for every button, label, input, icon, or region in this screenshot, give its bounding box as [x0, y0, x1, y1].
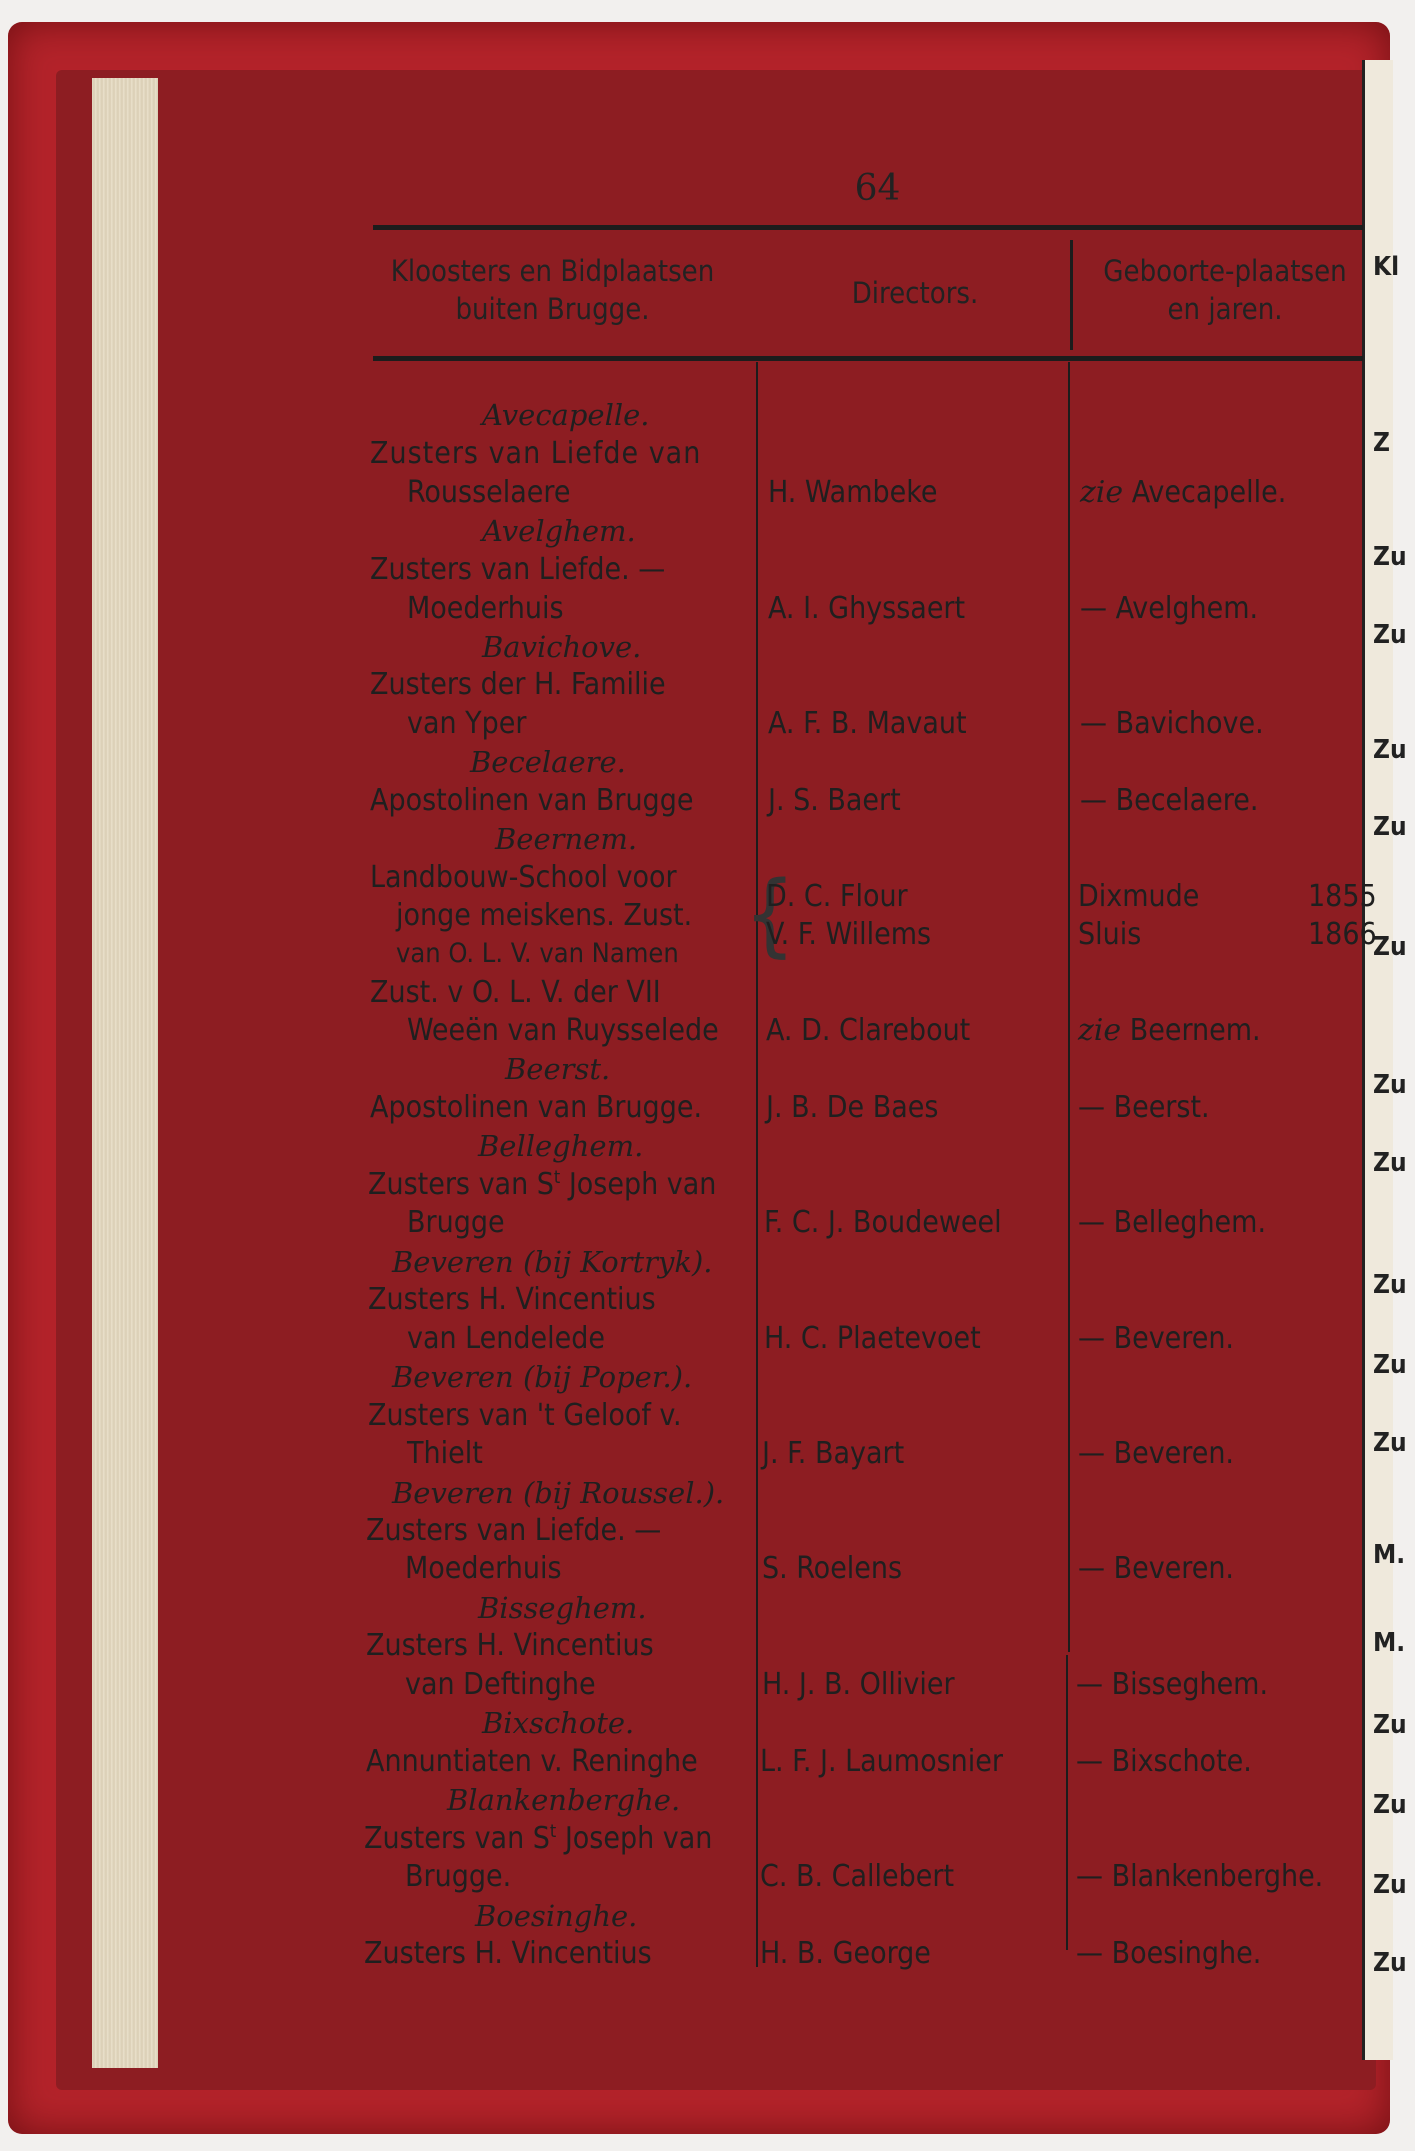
- header-col3-line2: en jaren.: [1167, 292, 1283, 326]
- next-page-text: Z: [1373, 428, 1390, 458]
- entry-line: Zusters van Liefde. —: [370, 552, 666, 587]
- birthplace: — Bixschote.: [1076, 1744, 1252, 1779]
- column-divider-left: [756, 362, 758, 1967]
- birthplace: — Bisseghem.: [1076, 1667, 1269, 1702]
- zie-label: zie: [1080, 475, 1124, 510]
- header-col3-line1: Geboorte-plaatsen: [1103, 254, 1347, 288]
- next-page-text: Zu: [1373, 1790, 1407, 1820]
- entry-line: Zusters van Liefde van: [370, 436, 702, 471]
- director: A. D. Clarebout: [766, 1013, 971, 1048]
- director: S. Roelens: [762, 1551, 903, 1586]
- place-heading: Blankenberghe.: [447, 1783, 681, 1817]
- director: V. F. Willems: [766, 917, 932, 952]
- director: A. I. Ghyssaert: [768, 591, 966, 626]
- entry-line: Apostolinen van Brugge.: [370, 1090, 703, 1125]
- director: C. B. Callebert: [760, 1859, 955, 1894]
- header-col1-line2: buiten Brugge.: [455, 292, 650, 326]
- next-page-text: Zu: [1373, 620, 1407, 650]
- header-col3: [1075, 252, 1375, 328]
- birthplace: — Beveren.: [1078, 1551, 1234, 1586]
- next-page-text: Zu: [1373, 1710, 1407, 1740]
- entry-line: Rousselaere: [407, 475, 571, 510]
- next-page-text: Kl: [1373, 252, 1400, 282]
- birthplace: — Beveren.: [1078, 1321, 1234, 1356]
- entry-line: Zusters van 't Geloof v.: [368, 1398, 682, 1433]
- entry-line: jonge meiskens. Zust.: [396, 898, 693, 933]
- place-heading: Beveren (bij Poper.).: [392, 1360, 693, 1394]
- director: H. C. Plaetevoet: [764, 1321, 981, 1356]
- place-heading: Beernem.: [495, 822, 638, 856]
- birthplace: — Beveren.: [1078, 1436, 1234, 1471]
- place-heading: Boesinghe.: [475, 1899, 638, 1933]
- entry-line: Thielt: [407, 1436, 483, 1471]
- director: J. F. Bayart: [762, 1436, 905, 1471]
- header-rule: [373, 356, 1363, 361]
- next-page-text: Zu: [1373, 1428, 1407, 1458]
- place-heading: Avecapelle.: [482, 398, 650, 432]
- entry-line: Zusters van Liefde. —: [366, 1513, 662, 1548]
- place-heading: Beveren (bij Kortryk).: [392, 1245, 713, 1279]
- birthplace: Dixmude: [1078, 879, 1200, 914]
- entry-line: van Yper: [407, 706, 527, 741]
- place-heading: Becelaere.: [470, 745, 626, 779]
- entry-line: Landbouw-School voor: [370, 860, 677, 895]
- place-heading: Bavichove.: [482, 630, 642, 664]
- birthplace-name: Beernem.: [1129, 1013, 1261, 1048]
- birthplace: — Beerst.: [1078, 1090, 1210, 1125]
- place-heading: Bixschote.: [482, 1706, 635, 1740]
- entry-line: Moederhuis: [405, 1551, 562, 1586]
- birthplace: — Bavichove.: [1080, 706, 1264, 741]
- director: F. C. J. Boudeweel: [764, 1205, 1002, 1240]
- birthplace: — Boesinghe.: [1076, 1936, 1262, 1971]
- entry-line: Brugge: [407, 1205, 505, 1240]
- birthplace: [1080, 474, 1286, 512]
- header-col1: [360, 252, 745, 328]
- entry-line: van Lendelede: [407, 1321, 606, 1356]
- birth-year: 1866: [1308, 917, 1377, 952]
- director: H. J. B. Ollivier: [762, 1667, 955, 1702]
- director: L. F. J. Laumosnier: [760, 1744, 1003, 1779]
- next-page-text: Zu: [1373, 812, 1407, 842]
- birthplace: [1078, 1012, 1261, 1050]
- header-col1-line1: Kloosters en Bidplaatsen: [390, 254, 715, 288]
- page-number: 64: [854, 168, 901, 209]
- entry-line: Zusters H. Vincentius: [368, 1282, 656, 1317]
- birthplace-name: Avecapelle.: [1131, 475, 1287, 510]
- zie-label: zie: [1078, 1013, 1122, 1048]
- birthplace: — Belleghem.: [1078, 1205, 1267, 1240]
- place-heading: Beerst.: [505, 1052, 611, 1086]
- director: A. F. B. Mavaut: [768, 706, 967, 741]
- next-page-text: Zu: [1373, 1870, 1407, 1900]
- next-page-text: M.: [1373, 1628, 1406, 1658]
- next-page-text: Zu: [1373, 735, 1407, 765]
- entry-line: van O. L. V. van Namen: [396, 938, 679, 969]
- next-page-text: M.: [1373, 1540, 1406, 1570]
- next-page-text: Zu: [1373, 1070, 1407, 1100]
- column-divider-right: [1066, 1655, 1068, 1950]
- director: D. C. Flour: [766, 879, 908, 914]
- place-heading: Avelghem.: [482, 514, 636, 548]
- entry-line: Annuntiaten v. Reninghe: [366, 1744, 698, 1779]
- brace: {: [744, 862, 796, 967]
- birthplace: — Becelaere.: [1080, 783, 1259, 818]
- entry-line: Zust. v O. L. V. der VII: [370, 975, 661, 1010]
- entry-line: Zusters van $S^t$ Joseph van: [368, 1167, 717, 1202]
- next-page-text: Zu: [1373, 1270, 1407, 1300]
- entry-line: Zusters H. Vincentius: [364, 1936, 652, 1971]
- entry-line: Zusters van $S^t$ Joseph van: [364, 1821, 713, 1856]
- entry-line: Moederhuis: [407, 591, 564, 626]
- entry-line: Brugge.: [405, 1859, 512, 1894]
- birthplace: — Avelghem.: [1080, 591, 1259, 626]
- birth-year: 1855: [1308, 879, 1377, 914]
- header-divider: [1070, 240, 1073, 350]
- next-page-text: Zu: [1373, 932, 1407, 962]
- top-rule: [373, 225, 1363, 230]
- director: H. B. George: [760, 1936, 931, 1971]
- birthplace: — Blankenberghe.: [1076, 1859, 1324, 1894]
- entry-line: van Deftinghe: [405, 1667, 596, 1702]
- director: J. B. De Baes: [766, 1090, 939, 1125]
- header-col2: Directors.: [851, 276, 979, 310]
- next-page-text: Zu: [1373, 1948, 1407, 1978]
- director: H. Wambeke: [768, 475, 938, 510]
- director: J. S. Baert: [768, 783, 901, 818]
- place-heading: Belleghem.: [478, 1129, 644, 1163]
- next-page-text: Zu: [1373, 1148, 1407, 1178]
- entry-line: Apostolinen van Brugge: [370, 783, 694, 818]
- place-heading: Bisseghem.: [478, 1591, 647, 1625]
- entry-line: Zusters H. Vincentius: [366, 1628, 654, 1663]
- entry-line: Weeën van Ruysselede: [407, 1013, 719, 1048]
- next-page-text: Zu: [1373, 1350, 1407, 1380]
- column-divider-right: [1068, 362, 1070, 1652]
- birthplace: Sluis: [1078, 917, 1142, 952]
- next-page-text: Zu: [1373, 542, 1407, 572]
- entry-line: Zusters der H. Familie: [370, 667, 666, 702]
- place-heading: Beveren (bij Roussel.).: [392, 1476, 725, 1510]
